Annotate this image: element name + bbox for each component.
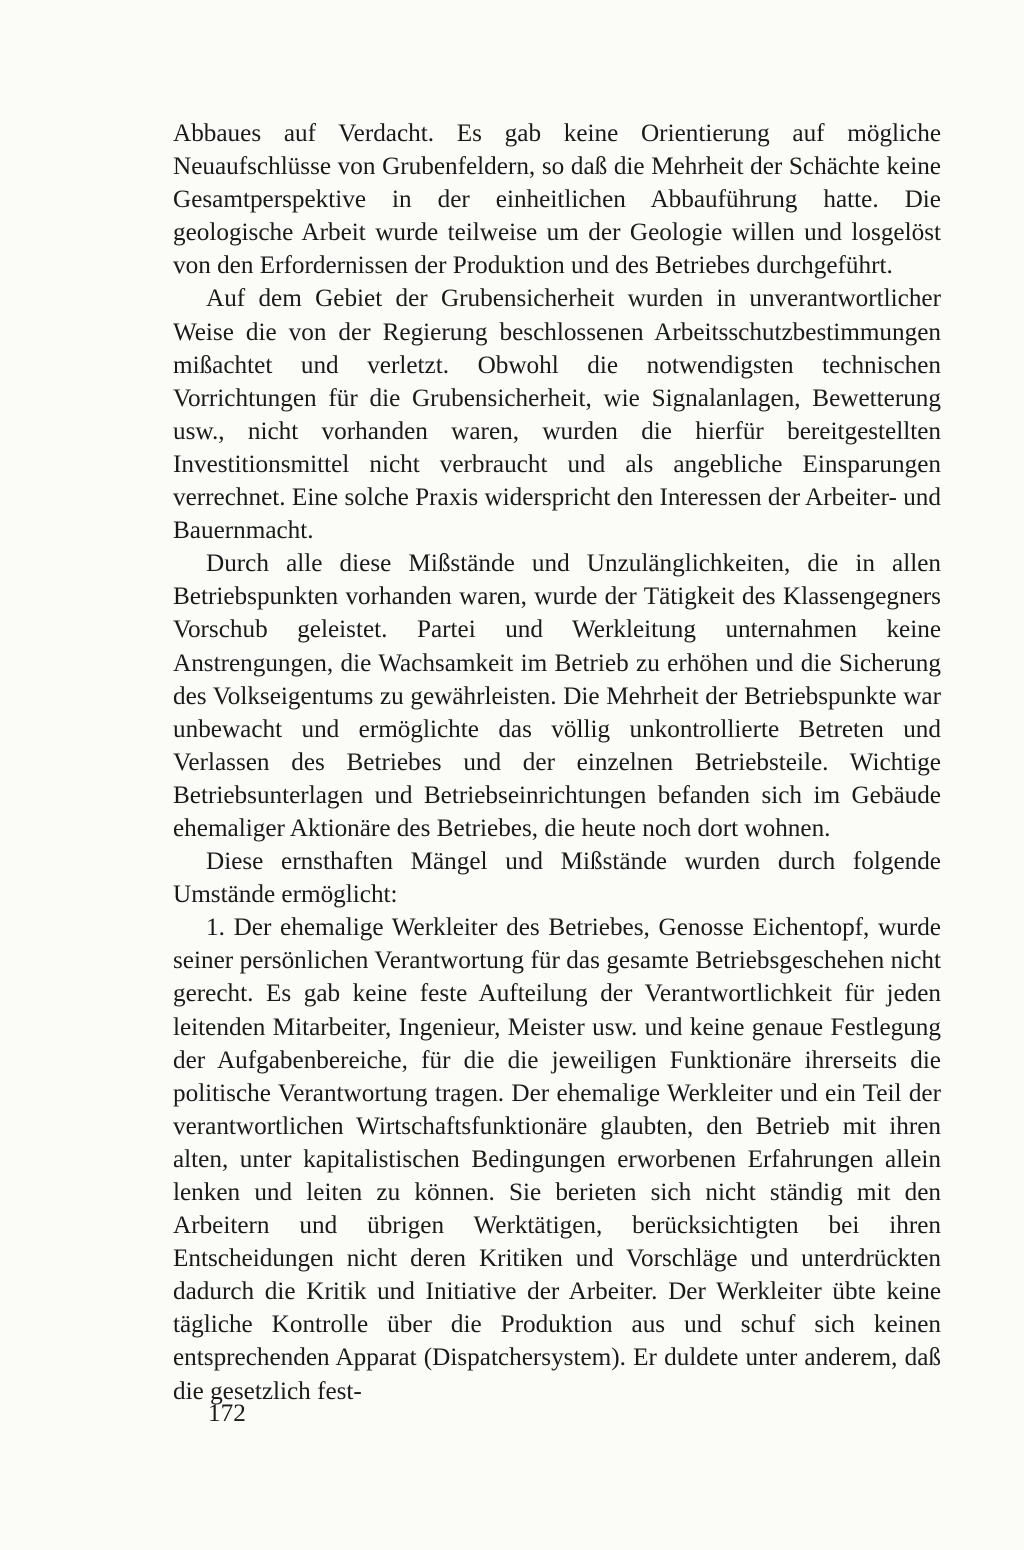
paragraph-1: Abbaues auf Verdacht. Es gab keine Orientierung auf mögliche Neuaufschlüsse von Grubenfeldern, so daß die Mehrheit der Schächte keine Gesamtperspektive in der einheitlichen Abbauführung hatte. Die geologische Arbeit wurde teilweise um der Geologie willen und losgelöst von den Erfordernissen der Produktion und des Betriebes durchgeführt. xyxy=(173,120,941,280)
paragraph-2: Auf dem Gebiet der Grubensicherheit wurden in unverantwortlicher Weise die von der Regierung beschlossenen Arbeitsschutzbestimmungen mißachtet und verletzt. Obwohl die notwendigsten technischen Vorrichtungen für die Grubensicherheit, wie Signalanlagen, Bewetterung usw., nicht vorhanden waren, wurden die hierfür bereitgestellten Investitionsmittel nicht verbraucht und als angebliche Einsparungen verrechnet. Eine solche Praxis widerspricht den Interessen der Arbeiter- und Bauernmacht. xyxy=(173,285,941,545)
paragraph-4: Diese ernsthaften Mängel und Mißstände wurden durch folgende Umstände ermöglicht: xyxy=(173,848,941,909)
paragraph-3: Durch alle diese Mißstände und Unzulänglichkeiten, die in allen Betriebspunkten vorhanden waren, wurde der Tätigkeit des Klassengegners Vorschub geleistet. Partei und Werkleitung unternahmen keine Anstrengungen, die Wachsamkeit im Betrieb zu erhöhen und die Sicherung des Volkseigentums zu gewährleisten. Die Mehrheit der Betriebspunkte war unbewacht und ermöglichte das völlig unkontrollierte Betreten und Verlassen des Betriebes und der einzelnen Betriebsteile. Wichtige Betriebsunterlagen und Betriebseinrichtungen befanden sich im Gebäude ehemaliger Aktionäre des Betriebes, die heute noch dort wohnen. xyxy=(173,550,941,842)
page-body xyxy=(173,117,941,1427)
page-number: 172 xyxy=(208,1400,246,1427)
paragraph-5: 1. Der ehemalige Werkleiter des Betriebes, Genosse Eichentopf, wurde seiner persönlichen Verantwortung für das gesamte Betriebsgeschehen nicht gerecht. Es gab keine feste Aufteilung der Verantwortlichkeit für jeden leitenden Mitarbeiter, Ingenieur, Meister usw. und keine genaue Festlegung der Aufgabenbereiche, für die die jeweiligen Funktionäre ihrerseits die politische Verantwortung tragen. Der ehemalige Werkleiter und ein Teil der verantwortlichen Wirtschaftsfunktionäre glaubten, den Betrieb mit ihren alten, unter kapitalistischen Bedingungen erworbenen Erfahrungen allein lenken und leiten zu können. Sie berieten sich nicht ständig mit den Arbeitern und übrigen Werktätigen, berücksichtigten bei ihren Entscheidungen nicht deren Kritiken und Vorschläge und unterdrückten dadurch die Kritik und Initiative der Arbeiter. Der Werkleiter übte keine tägliche Kontrolle über die Produktion aus und schuf sich keinen entsprechenden Apparat (Dispatchersystem). Er duldete unter anderem, daß die gesetzlich fest- xyxy=(173,914,941,1405)
